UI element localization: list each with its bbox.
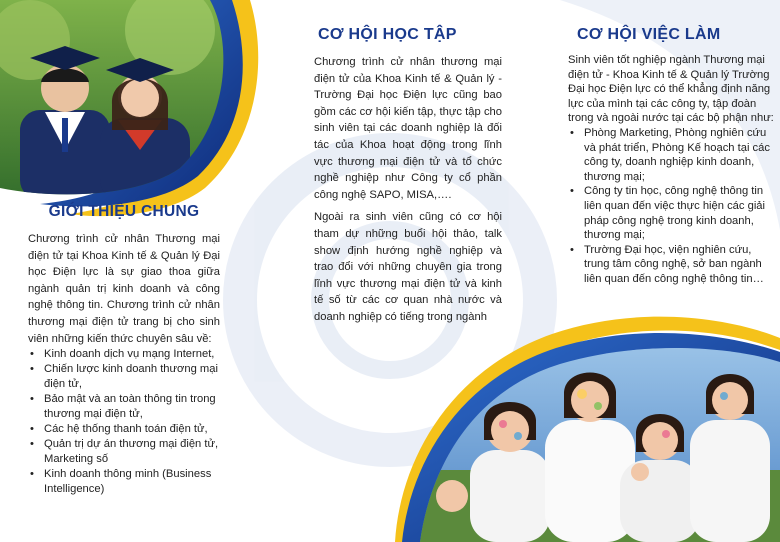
career-bullet: • Công ty tin học, công nghệ thông tin liên quan đến việc thực hiện các giải pháp công nghệ trong kinh doanh, thương mại; (568, 184, 775, 242)
study-paragraph-1: Chương trình cử nhân thương mại điện tử của Khoa Kinh tế & Quản lý - Trường Đại học Điện lực cũng bao gồm các cơ hội kiến tập, thực tập cho sinh viên tại các doanh nghiệp là đối tác của Khoa hoạt động trong lĩnh vực thương mại điện tử và tổ chức nghề nghiệp như Công ty cổ phần công nghệ SAPO, MISA,…. (314, 56, 502, 201)
career-bullet-list (568, 126, 775, 287)
intro-bullet: • Các hệ thống thanh toán điện tử, (28, 422, 220, 437)
intro-heading: GIỚI THIỆU CHUNG (48, 203, 200, 220)
study-paragraph-2: Ngoài ra sinh viên cũng có cơ hội tham dự những buổi hội thảo, talk show định hướng nghề nghiệp và trao đổi với những chuyên gia trong lĩnh vực thương mại điện tử và kinh tế số từ các cơ quan nhà nước và doanh nghiệp có tiếng trong ngành (314, 211, 502, 323)
study-section (314, 26, 502, 326)
students-photo (400, 340, 780, 542)
intro-bullet: • Chiến lược kinh doanh thương mại điện tử, (28, 362, 220, 392)
intro-bullet: • Kinh doanh thông minh (Business Intelligence) (28, 467, 220, 497)
study-heading: CƠ HỘI HỌC TẬP (318, 26, 457, 43)
intro-section (28, 203, 220, 497)
intro-bullet-list (28, 347, 220, 497)
career-section (568, 26, 775, 287)
career-bullet: • Trường Đại học, viện nghiên cứu, trung tâm công nghệ, sở ban ngành liên quan đến công nghệ thông tin… (568, 243, 775, 287)
career-bullet: • Phòng Marketing, Phòng nghiên cứu và phát triển, Phòng Kế hoạch tại các công ty, doanh nghiệp kinh doanh, thương mại; (568, 126, 775, 184)
intro-paragraph: Chương trình cử nhân Thương mại điện tử tại Khoa Kinh tế & Quản lý Đại học Điện lực là sự giao thoa giữa ngành quản trị kinh doanh và công nghệ thông tin. Chương trình cử nhân thương mại điện tử trang bị cho sinh viên những kiến thức chuyên sâu về: (28, 233, 220, 345)
career-paragraph: Sinh viên tốt nghiệp ngành Thương mại điện tử - Khoa Kinh tế & Quản lý Trường Đại học Điện lực có thể khẳng định năng lực của mình tại các công ty, tập đoàn trong và ngoài nước tại các bộ phận như: (568, 54, 774, 125)
intro-bullet: • Kinh doanh dịch vụ mạng Internet, (28, 347, 220, 362)
intro-bullet: • Quản trị dự án thương mại điện tử, Marketing số (28, 437, 220, 467)
intro-bullet: • Bảo mật và an toàn thông tin trong thương mại điện tử, (28, 392, 220, 422)
career-heading: CƠ HỘI VIỆC LÀM (577, 26, 721, 43)
